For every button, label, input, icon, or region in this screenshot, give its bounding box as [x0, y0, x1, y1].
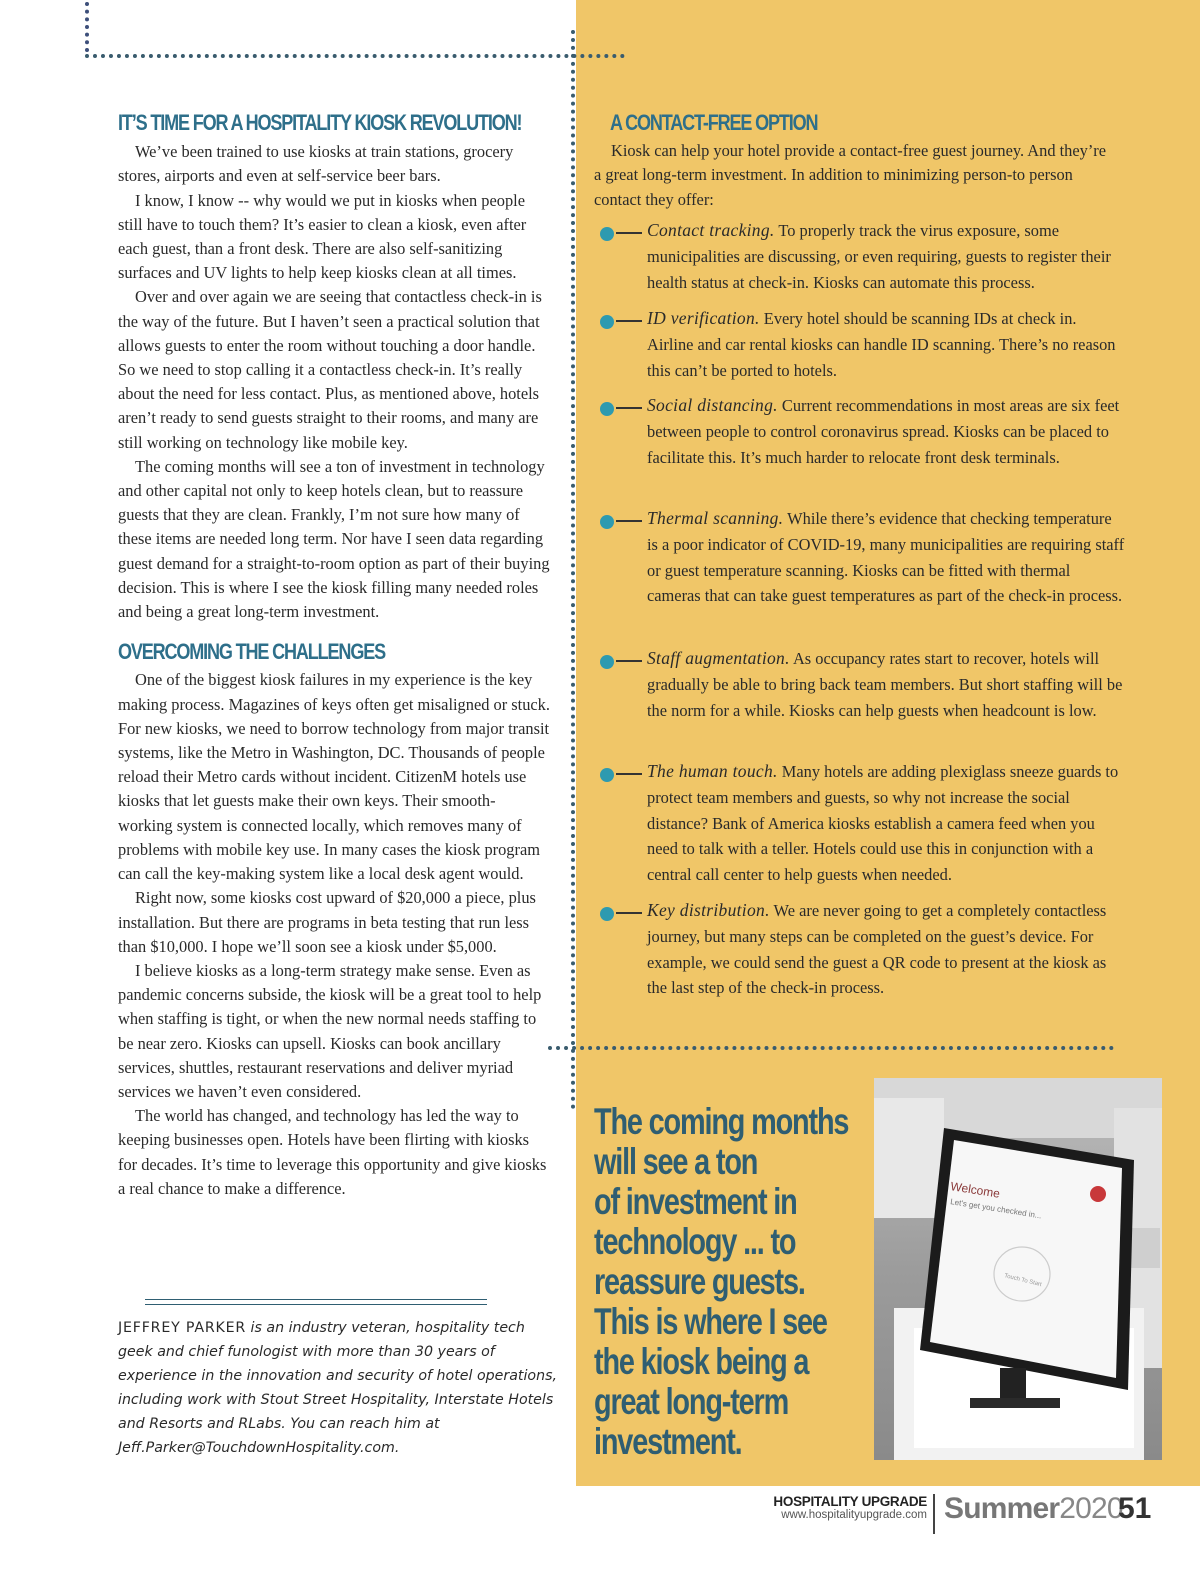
list-item-contact-tracking: [600, 218, 1125, 295]
pull-quote-line: of investment in: [594, 1181, 797, 1222]
list-item-human-touch: [600, 759, 1125, 888]
pull-quote-line: reassure guests.: [594, 1261, 805, 1302]
paragraph: One of the biggest kiosk failures in my experience is the key making process. Magazines of keys often get misaligned or stuck. For new kiosks, we need to borrow technology from major transit systems, like the Metro in Washington, DC. Thousands of people reload their Metro cards without incident. CitizenM hotels use kiosks that let guests make their own keys. Their smooth-working system is connected locally, which removes many of problems with mobile key use. In many cases the kiosk program can call the key-making system like a local desk agent would.: [118, 670, 550, 884]
list-item-staff-augmentation: [600, 646, 1125, 723]
footer-publication: [773, 1494, 927, 1521]
heading-kiosk-revolution: IT’S TIME FOR A HOSPITALITY KIOSK REVOLUTION!: [118, 110, 522, 135]
pull-quote-line: will see a ton: [594, 1141, 758, 1182]
item-term: Social distancing.: [647, 395, 778, 415]
list-item-key-distribution: [600, 898, 1125, 1001]
heading-overcoming-challenges: OVERCOMING THE CHALLENGES: [118, 639, 385, 665]
bio-divider: [145, 1299, 487, 1300]
paragraph: I believe kiosks as a long-term strategy make sense. Even as pandemic concerns subside, the kiosk will be a great tool to help when staffing is tight, or when the new normal needs staffing to be near zero. Kiosks can upsell. Kiosks can book ancillary services, shuttles, restaurant reservations and deliver myriad services we haven’t even considered.: [118, 960, 542, 1101]
kiosk-screen-welcome: Welcome: [949, 1179, 1001, 1201]
item-text: While there’s evidence that checking temperature is a poor indicator of COVID-19, many municipalities are requiring staff or guest temperature scanning. Kiosks can be fitted with thermal cameras that can take guest temperatures as part of the check-in process.: [647, 509, 1125, 606]
item-text: As occupancy rates start to recover, hotels will gradually be able to bring back team members. But short staffing will be the norm for a while. Kiosks can help guests when headcount is low.: [647, 649, 1123, 720]
author-name: JEFFREY PARKER: [118, 1320, 247, 1336]
item-text: Current recommendations in most areas are six feet between people to control coronavirus spread. Kiosks can be placed to facilitate this. It’s much harder to relocate front desk terminals.: [647, 396, 1120, 467]
item-text: We are never going to get a completely contactless journey, but many steps can be completed on the guest’s device. For example, we could send the guest a QR code to present at the kiosk as the last step of the check-in process.: [647, 901, 1107, 998]
bullet-icon: [600, 907, 614, 921]
bullet-icon: [600, 515, 614, 529]
paragraph: The coming months will see a ton of investment in technology and other capital not only to keep hotels clean, but to reassure guests that they are clean. Frankly, I’m not sure how many of these items are needed long term. Nor have I seen data regarding guest demand for a straight-to-room option as part of their buying decision. This is where I see the kiosk filling many needed roles and being a great long-term investment.: [118, 456, 550, 622]
list-item-id-verification: [600, 306, 1125, 383]
paragraph: We’ve been trained to use kiosks at train stations, grocery stores, airports and even at self-service beer bars.: [118, 142, 514, 186]
list-item-thermal-scanning: [600, 506, 1125, 609]
heading-contact-free-option: A CONTACT-FREE OPTION: [610, 110, 818, 135]
item-text: Every hotel should be scanning IDs at check in. Airline and car rental kiosks can handle ID scanning. There’s no reason this can’t be ported to hotels.: [647, 309, 1116, 380]
bullet-icon: [600, 402, 614, 416]
paragraph: Right now, some kiosks cost upward of $20,000 a piece, plus installation. But there are programs in beta testing that run less than $10,000. I hope we’ll soon see a kiosk under $5,000.: [118, 888, 536, 956]
footer-divider: [933, 1494, 935, 1534]
sidebar-bottom-dotted-line: [548, 1046, 1114, 1050]
author-bio: [118, 1316, 558, 1460]
column-divider-dotted-line: [571, 30, 575, 1110]
kiosk-screen-button: Touch To Start: [1003, 1273, 1043, 1289]
publication-name: HOSPITALITY UPGRADE: [773, 1494, 927, 1509]
list-item-social-distancing: [600, 393, 1125, 470]
top-left-dotted-line: [85, 2, 89, 52]
pull-quote-line: The coming months: [594, 1101, 849, 1142]
footer-issue: [944, 1492, 1123, 1526]
bullet-icon: [600, 315, 614, 329]
dash-icon: [616, 660, 642, 662]
dash-icon: [616, 407, 642, 409]
item-text: To properly track the virus exposure, some municipalities are discussing, or even requiring, guests to register their health status at check-in. Kiosks can automate this process.: [647, 221, 1111, 292]
bio-divider: [145, 1304, 487, 1305]
item-text: Many hotels are adding plexiglass sneeze guards to protect team members and guests, so why not increase the social distance? Bank of America kiosks establish a camera feed when you need to talk with a teller. Hotels could use this in conjunction with a central call center to help guests when needed.: [647, 762, 1119, 885]
pull-quote-line: This is where I see: [594, 1301, 827, 1342]
item-term: The human touch.: [647, 761, 778, 781]
page-number: 51: [1118, 1492, 1152, 1525]
kiosk-illustration: [874, 1078, 1162, 1460]
dash-icon: [616, 773, 642, 775]
item-term: ID verification.: [647, 308, 760, 328]
item-term: Thermal scanning.: [647, 508, 784, 528]
paragraph: The world has changed, and technology has led the way to keeping businesses open. Hotels have been flirting with kiosks for decades. It’s time to leverage this opportunity and give kiosks a real chance to make a difference.: [118, 1106, 547, 1198]
top-dotted-line: [85, 54, 625, 58]
dash-icon: [616, 320, 642, 322]
kiosk-screen-subtitle: Let's get you checked in...: [949, 1197, 1043, 1221]
paragraph: I know, I know -- why would we put in kiosks when people still have to touch them? It’s easier to clean a kiosk, even after each guest, than a front desk. There are also self-sanitizing surfaces and UV lights to help keep kiosks clean at all times.: [118, 190, 527, 283]
bullet-icon: [600, 768, 614, 782]
author-bio-text: is an industry veteran, hospitality tech geek and chief funologist with more than 30 years of experience in the innovation and security of hotel operations, including work with Stout Street Hospitality, Interstate Hotels and Resorts and RLabs. You can reach him at Jeff.Parker@TouchdownHospitality.com.: [118, 1320, 557, 1456]
publication-url[interactable]: www.hospitalityupgrade.com: [781, 1509, 927, 1521]
pull-quote-line: great long-term: [594, 1381, 789, 1422]
sidebar-intro: Kiosk can help your hotel provide a contact-free guest journey. And they’re a great long-term investment. In addition to minimizing person-to person contact they offer:: [594, 141, 1107, 209]
item-term: Contact tracking.: [647, 220, 775, 240]
bullet-icon: [600, 227, 614, 241]
issue-season: Summer: [944, 1492, 1060, 1525]
kiosk-photo: [874, 1078, 1162, 1460]
issue-year: 2020: [1059, 1492, 1123, 1525]
pull-quote: [594, 1102, 864, 1462]
pull-quote-line: technology ... to: [594, 1221, 796, 1262]
dash-icon: [616, 232, 642, 234]
pull-quote-line: the kiosk being a: [594, 1341, 809, 1382]
article-column: [118, 111, 550, 1201]
bullet-icon: [600, 655, 614, 669]
item-term: Staff augmentation.: [647, 648, 790, 668]
pull-quote-line: investment.: [594, 1421, 742, 1462]
paragraph: Over and over again we are seeing that contactless check-in is the way of the future. But I haven’t seen a practical solution that allows guests to enter the room without touching a door handle. So we need to stop calling it a contactless check-in. It’s really about the need for less contact. Plus, as mentioned above, hotels aren’t ready to send guests straight to their rooms, and many are still working on technology like mobile key.: [118, 287, 542, 452]
sidebar-intro-block: [594, 111, 1114, 212]
item-term: Key distribution.: [647, 900, 770, 920]
dash-icon: [616, 912, 642, 914]
dash-icon: [616, 520, 642, 522]
